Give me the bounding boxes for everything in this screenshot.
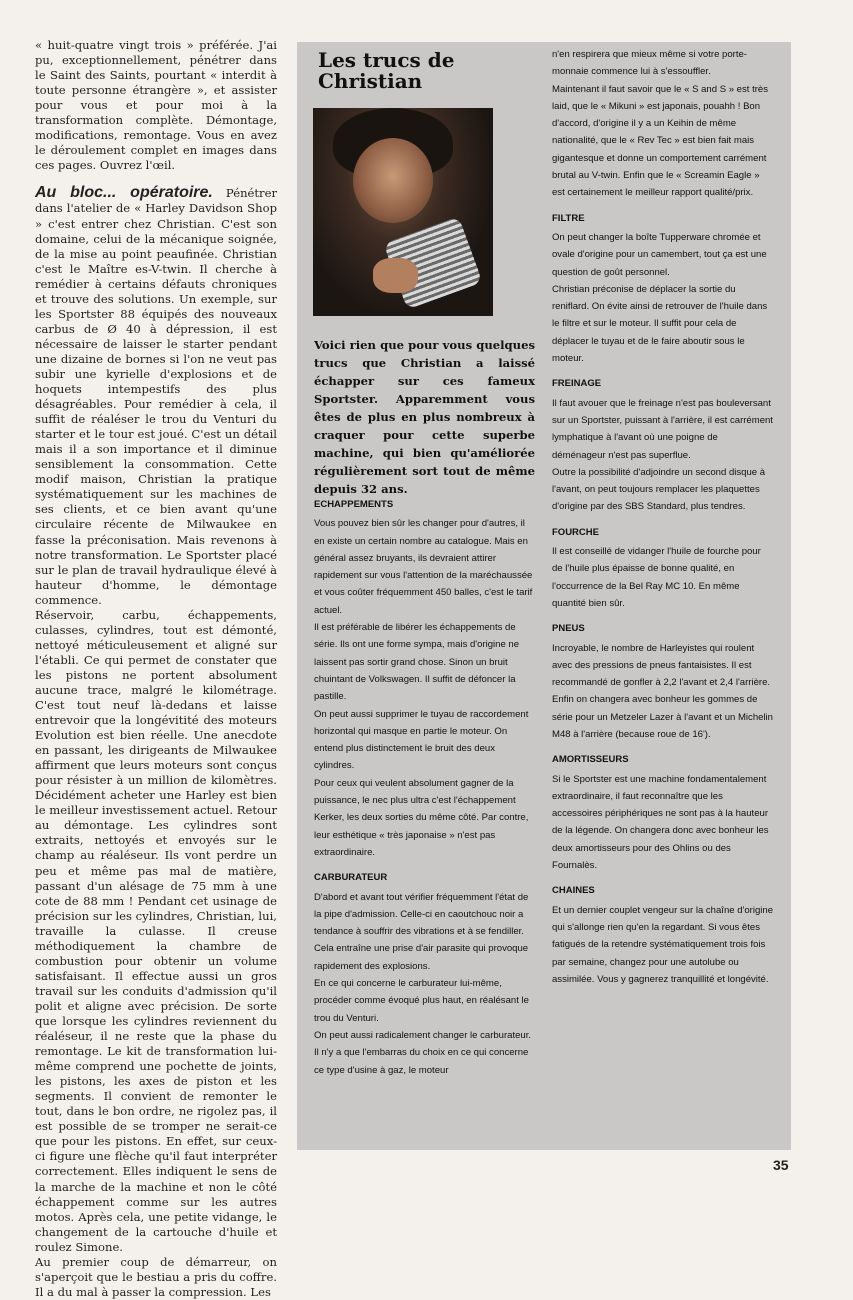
paragraph: « huit-quatre vingt trois » préférée. J'ai pu, exceptionnellement, pénétrer dans le Saint des Saints, pourtant « interdit à toute personne étrangère », et assister pour vous et pour moi à la transformation complète. Démontage, modifications, remontage. Vous en avez le déroulement complet en images dans ces pages. Ouvrez l'œil. [35,38,277,173]
sidebar-title [318,50,454,92]
tip-paragraph: Pour ceux qui veulent absolument gagner de la puissance, le nec plus ultra c'est l'échappement Kerker, les deux sorties du même côté. Par contre, leur esthétique « très japonaise » n'est pas extraordinaire. [314,777,529,858]
tip-paragraph: En ce qui concerne le carburateur lui-même, procéder comme évoqué plus haut, en réalésant le trou du Venturi. [314,978,529,1024]
article-left-column [35,38,277,1300]
sidebar-intro: Voici rien que pour vous quelques trucs que Christian a laissé échapper sur ces fameux Sportster. Apparemment vous êtes de plus en plus nombreux à craquer pour cette superbe machine, qui bien qu'améliorée régulièrement sort tout de même depuis 32 ans. [314,338,535,496]
paragraph: Au premier coup de démarreur, on s'aperçoit que le bestiau a pris du coffre. Il a du mal à passer la compression. Les [35,1254,277,1299]
paragraph [35,185,277,607]
paragraph-text: Pénétrer dans l'atelier de « Harley Davidson Shop » c'est entrer chez Christian. C'est son domaine, celui de la mécanique soignée, de la mise au point peaufinée. Christian c'est le Maître es-V-twin. Il cherche à remédier à certains défauts chroniques et trouve des solutions. Un exemple, sur les Sportster 88 équipés des nouveaux carbus de Ø 40 à dépression, il est nécessaire de laisser le starter pendant une dizaine de bornes si l'on ne veut pas subir une kyrielle d'explosions et de hoquets intempestifs des plus désagréables. Pour remédier à cela, il suffit de réaléser le trou du Venturi du starter et le tour est joué. C'est un détail mais il a son importance et il diminue sensiblement la consommation. Cette modif maison, Christian la pratique systématiquement sur les machines de ses clients, et ce bien avant qu'une circulaire récente de Milwaukee en fasse la préconisation. Mais revenons à notre transformation. Le Sportster placé sur le plan de travail hydraulique élevé à hauteur d'homme, le démontage commence. [35,186,277,607]
tip-heading: FILTRE [552,212,585,224]
tip-paragraph: Maintenant il faut savoir que le « S and S » est très laid, que le « Mikuni » est japonais, pouahh ! Bon d'accord, d'origine il y a un Keihin de même nationalité, que le « Rev Tec » est bien fait mais gigantesque et donne un comportement carrément brutal au V-twin. Enfin que le « Screamin Eagle » est certainement le meilleur rapport qualité/prix. [552,83,768,199]
tip-paragraph: Christian préconise de déplacer la sortie du reniflard. On évite ainsi de retrouver de l'huile dans le filtre et sur le moteur. Il suffit pour cela de déplacer le tuyau et de le faire aboutir sous le moteur. [552,283,768,365]
title-line: Christian [318,69,423,93]
title-line: Les trucs de [318,48,455,72]
tip-paragraph: Et un dernier couplet vengeur sur la chaîne d'origine qui s'allonge rien qu'en la regardant. Si vous êtes fatigués de la retendre systématiquement trois fois par semaine, changez pour une autolube ou assimilée. Vous y gagnerez tranquillité et longévité. [552,904,774,985]
photo-face [353,138,433,223]
tip-paragraph: D'abord et avant tout vérifier fréquemment l'état de la pipe d'admission. Celle-ci en caoutchouc noir a tendance à souffrir des vibrations et à se fendiller. Cela entraîne une prise d'air parasite qui provoque rapidement des explosions. [314,891,529,972]
tip-paragraph: Outre la possibilité d'adjoindre un second disque à l'avant, on peut toujours remplacer les plaquettes d'origine par des SBS Standard, plus tendres. [552,466,766,513]
paragraph: Réservoir, carbu, échappements, culasses, cylindres, tout est démonté, nettoyé méticuleusement et aligné sur l'établi. Ce qui permet de constater que les pistons ne portent absolument aucune trace, malgré le kilométrage. C'est tout neuf là-dedans et laisse entrevoir que la longévitité des moteurs Evolution est bien réelle. Une anecdote en passant, les dirigeants de Milwaukee affirment que leurs moteurs sont conçus pour résister à un million de kilomètres. Décidément acheter une Harley est bien le meilleur investissement actuel. Retour au démontage. Les cylindres sont extraits, nettoyés et envoyés sur le champ au réaléseur. Ils vont perdre un peu et même pas mal de matière, passant d'un alésage de 75 mm à une cote de 88 mm ! Pendant cet usinage de précision sur les cylindres, Christian, lui, travaille la culasse. Il creuse méthodiquement la chambre de combustion pour obtenir un volume satisfaisant. Il effectue aussi un gros travail sur les conduits d'admission qu'il polit et aligne avec précision. De sorte que lorsque les cylindres reviennent du réaléseur, il ne reste que la phase du remontage. Le kit de transformation lui-même comprend une pochette de joints, les pistons, les axes de piston et les segments. Il convient de remonter le tout, dans le bon ordre, ne rigolez pas, il est possible de se tromper ne serait-ce que pour les pistons. En effet, sur ceux-ci figure une flèche qu'il faut interpréter correctement. Elles indiquent le sens de la marche de la machine et non le côté échappement comme sur les autres motos. Après cela, une petite vidange, le changement de la cartouche d'huile et roulez Simone. [35,607,277,1254]
tip-paragraph: Incroyable, le nombre de Harleyistes qui roulent avec des pressions de pneus fantaisistes. Il est recommandé de gonfler à 2,2 l'avant et 2,4 l'arrière. Enfin on changera avec bonheur les gommes de série pour un Metzeler Lazer à l'avant et un Michelin M48 à l'arrière (because roue de 16'). [552,642,773,740]
tip-paragraph: Il est préférable de libérer les échappements de série. Ils ont une forme sympa, mais d'origine ne laissent pas sortir grand chose. Sinon un bruit chuintant de Volkswagen. Il suffit de défoncer la pastille. [314,622,520,703]
tip-paragraph: n'en respirera que mieux même si votre porte-monnaie commence lui à s'essouffler. [552,49,747,78]
tip-heading: FOURCHE [552,526,599,538]
tip-paragraph: On peut aussi radicalement changer le carburateur. Il n'y a que l'embarras du choix en ce qui concerne ce type d'usine à gaz, le moteur [314,1029,532,1076]
tip-heading: ECHAPPEMENTS [314,499,394,510]
page-number: 35 [773,1157,789,1173]
tip-heading: CHAINES [552,885,595,897]
photo-hand [373,258,418,293]
tip-heading: FREINAGE [552,378,602,390]
tip-paragraph: Vous pouvez bien sûr les changer pour d'autres, il en existe un certain nombre au catalogue. Mais en général assez bruyants, ils devraient attirer rapidement sur vous l'attention de la maréchaussée et vous coûter fréquemment 450 balles, c'est le tarif actuel. [314,518,533,616]
tips-column-right [552,46,774,988]
tip-paragraph: On peut changer la boîte Tupperware chromée et ovale d'origine pour un camembert, tout ça est une question de goût personnel. [552,231,767,278]
tip-heading: AMORTISSEURS [552,754,629,766]
tip-paragraph: Il faut avouer que le freinage n'est pas bouleversant sur un Sportster, puissant à l'arrière, il est carrément lymphatique à l'avant où une poigne de déménageur n'est pas superflue. [552,397,773,461]
tip-paragraph: On peut aussi supprimer le tuyau de raccordement horizontal qui masque en partie le moteur. On entend plus distinctement le bruit des deux cylindres. [314,708,529,772]
mechanic-photo [313,108,493,316]
section-lead: Au bloc... opératoire. [35,184,213,202]
tip-heading: CARBURATEUR [314,872,388,884]
tips-column-left [314,496,535,1079]
tip-paragraph: Il est conseillé de vidanger l'huile de fourche pour de l'huile plus épaisse de bonne qualité, en l'occurrence de la Bel Ray MC 10. En même quantité bien sûr. [552,546,761,609]
tip-heading: PNEUS [552,623,585,635]
tip-paragraph: Si le Sportster est une machine fondamentalement extraordinaire, il faut reconnaître que les accessoires périphériques ne sont pas à la hauteur de la légende. On changera donc avec bonheur les deux amortisseurs pour des Ohlins ou des Fournalès. [552,773,769,872]
